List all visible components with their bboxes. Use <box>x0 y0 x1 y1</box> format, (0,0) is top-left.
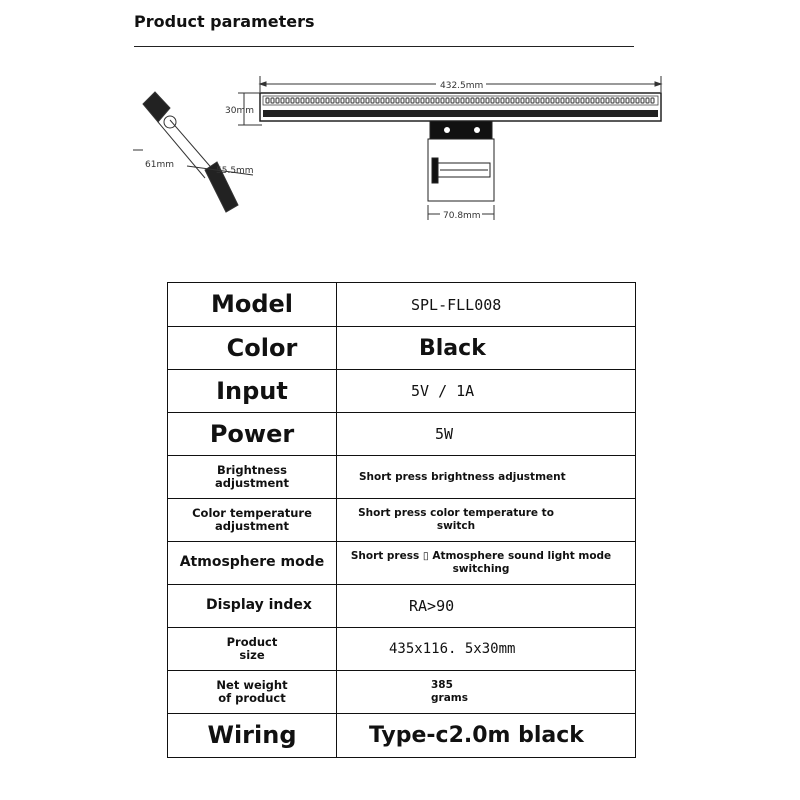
led-segment <box>561 98 564 103</box>
spec-value-line: grams <box>431 692 468 704</box>
led-segment <box>456 98 459 103</box>
led-segment <box>486 98 489 103</box>
led-segment <box>286 98 289 103</box>
led-segment <box>566 98 569 103</box>
spec-label: Display index <box>168 585 337 628</box>
led-segment <box>306 98 309 103</box>
led-segment <box>591 98 594 103</box>
led-segment <box>341 98 344 103</box>
spec-value <box>337 671 636 714</box>
led-segment <box>476 98 479 103</box>
led-segment <box>546 98 549 103</box>
led-segment <box>506 98 509 103</box>
spec-value: 435x116. 5x30mm <box>337 628 636 671</box>
led-segment <box>396 98 399 103</box>
led-segment <box>606 98 609 103</box>
led-segment <box>406 98 409 103</box>
led-segment <box>446 98 449 103</box>
led-segment <box>311 98 314 103</box>
spec-label-line: Color temperature <box>192 506 312 521</box>
led-segment <box>501 98 504 103</box>
spec-label-line: size <box>239 648 265 662</box>
led-segment <box>401 98 404 103</box>
spec-label: Model <box>168 283 337 327</box>
table-row <box>168 585 636 628</box>
spec-value: RA>90 <box>337 585 636 628</box>
led-segment <box>526 98 529 103</box>
led-segment <box>571 98 574 103</box>
led-segment <box>601 98 604 103</box>
table-row <box>168 370 636 413</box>
side-dimension-b: 55.5mm <box>216 166 254 176</box>
table-row <box>168 413 636 456</box>
spec-label: Power <box>168 413 337 456</box>
spec-label-line: adjustment <box>215 519 289 533</box>
led-segment <box>366 98 369 103</box>
spec-value: Short press brightness adjustment <box>337 456 636 499</box>
spec-value-line: Short press ▯ Atmosphere sound light mode <box>350 550 612 563</box>
spec-value-line: Short press color temperature to <box>358 507 554 520</box>
led-segment <box>441 98 444 103</box>
table-row <box>168 456 636 499</box>
led-segment <box>301 98 304 103</box>
spec-label <box>168 671 337 714</box>
led-segment <box>651 98 654 103</box>
led-segment <box>411 98 414 103</box>
led-segment <box>351 98 354 103</box>
led-segment <box>541 98 544 103</box>
led-segment <box>536 98 539 103</box>
led-segment <box>631 98 634 103</box>
table-row <box>168 499 636 542</box>
led-segment <box>271 98 274 103</box>
led-segment <box>491 98 494 103</box>
spec-value: SPL-FLL008 <box>337 283 636 327</box>
led-segment <box>371 98 374 103</box>
led-segment <box>586 98 589 103</box>
clip-width-dimension: 70.8mm <box>443 211 481 221</box>
spec-value: 5W <box>337 413 636 456</box>
spec-value-line: switching <box>452 563 510 575</box>
spec-label: Wiring <box>168 714 337 758</box>
led-segment <box>551 98 554 103</box>
led-segment <box>511 98 514 103</box>
table-row <box>168 283 636 327</box>
spec-label: Atmosphere mode <box>168 542 337 585</box>
page-title: Product parameters <box>134 12 315 31</box>
led-segment <box>321 98 324 103</box>
height-dimension: 30mm <box>225 106 254 116</box>
led-segment <box>416 98 419 103</box>
spec-label-line: Product <box>226 635 278 650</box>
spec-table <box>167 282 636 758</box>
led-segment <box>481 98 484 103</box>
led-segment <box>331 98 334 103</box>
led-segment <box>431 98 434 103</box>
title-divider <box>134 46 634 47</box>
product-dimension-drawing <box>0 60 800 240</box>
led-segment <box>316 98 319 103</box>
spec-label <box>168 628 337 671</box>
table-row <box>168 628 636 671</box>
spec-value: 5V / 1A <box>337 370 636 413</box>
led-segment <box>276 98 279 103</box>
table-row <box>168 714 636 758</box>
led-segment <box>361 98 364 103</box>
spec-value-line: 385 <box>431 679 453 692</box>
table-row <box>168 671 636 714</box>
led-segment <box>391 98 394 103</box>
spec-value: Black <box>337 327 636 370</box>
led-segment <box>466 98 469 103</box>
led-segment <box>576 98 579 103</box>
led-segment <box>426 98 429 103</box>
clip-drawing <box>428 121 494 201</box>
spec-label <box>168 499 337 542</box>
led-segment <box>621 98 624 103</box>
led-segment <box>336 98 339 103</box>
spec-label-line: of product <box>218 691 286 705</box>
led-segment <box>556 98 559 103</box>
spec-label-line: Net weight <box>216 678 288 693</box>
led-segment <box>381 98 384 103</box>
led-segment <box>386 98 389 103</box>
led-segment <box>291 98 294 103</box>
led-segment <box>451 98 454 103</box>
led-segment <box>421 98 424 103</box>
led-segment <box>376 98 379 103</box>
led-segment <box>296 98 299 103</box>
led-segment <box>461 98 464 103</box>
length-dimension: 432.5mm <box>440 81 484 91</box>
led-segment <box>611 98 614 103</box>
spec-value-line: switch <box>436 520 476 532</box>
spec-value <box>337 542 636 585</box>
spec-label <box>168 456 337 499</box>
led-segment <box>636 98 639 103</box>
led-segment <box>436 98 439 103</box>
led-segment <box>281 98 284 103</box>
led-segment <box>626 98 629 103</box>
table-row <box>168 327 636 370</box>
led-segment <box>641 98 644 103</box>
spec-label: Input <box>168 370 337 413</box>
led-segment <box>346 98 349 103</box>
spec-label-line: Brightness <box>217 463 287 478</box>
led-segment <box>581 98 584 103</box>
light-bar-drawing <box>260 93 661 121</box>
led-segment <box>471 98 474 103</box>
led-segment <box>531 98 534 103</box>
led-segment <box>521 98 524 103</box>
led-segment <box>266 98 269 103</box>
led-segment <box>596 98 599 103</box>
spec-value: Type-c2.0m black <box>337 714 636 758</box>
led-segment <box>326 98 329 103</box>
table-row <box>168 542 636 585</box>
spec-label-line: adjustment <box>215 476 289 490</box>
side-dimension-a: 61mm <box>145 160 174 170</box>
led-segment <box>516 98 519 103</box>
led-segment <box>616 98 619 103</box>
led-segment <box>356 98 359 103</box>
spec-label: Color <box>168 327 337 370</box>
led-segment <box>646 98 649 103</box>
spec-value <box>337 499 636 542</box>
led-segment <box>496 98 499 103</box>
